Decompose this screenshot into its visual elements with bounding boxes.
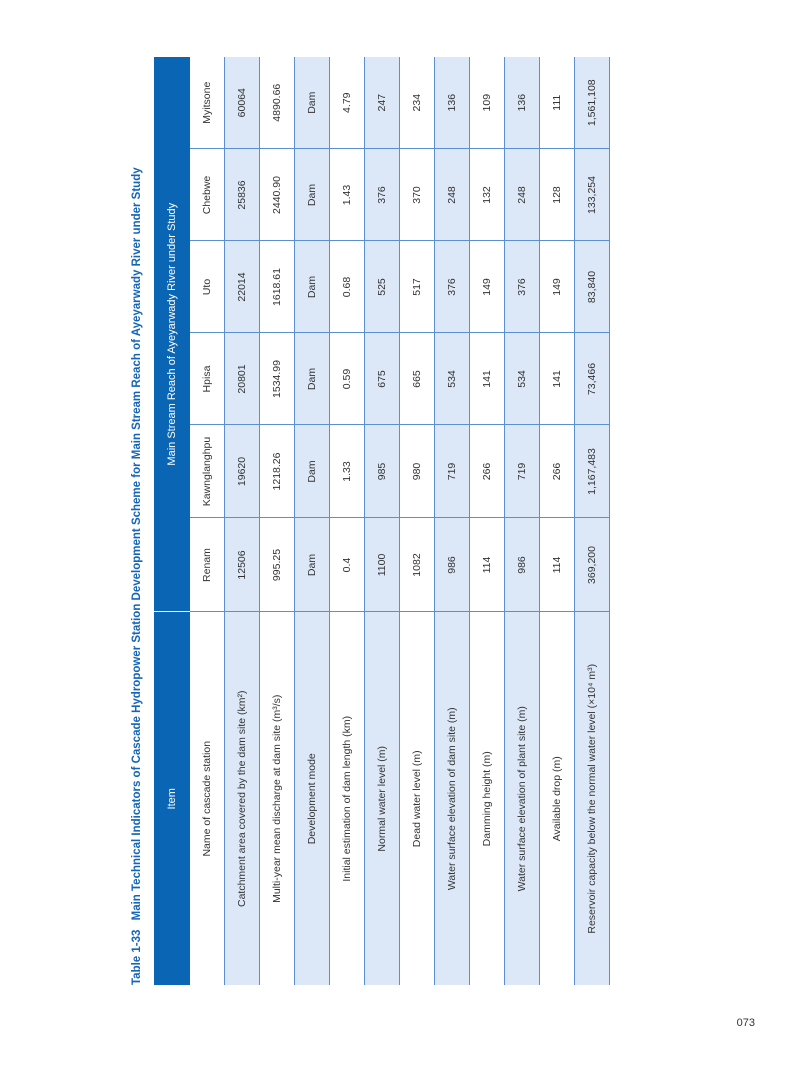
table-row	[470, 57, 505, 985]
table-cell: 534	[435, 333, 470, 425]
table-cell: 73,466	[575, 333, 610, 425]
table-row	[330, 57, 365, 985]
table-cell: 995.25	[260, 518, 295, 612]
table-cell: 83,840	[575, 241, 610, 333]
table-cell: 136	[505, 57, 540, 149]
table-cell: 719	[505, 425, 540, 518]
table-cell: Dam	[295, 149, 330, 241]
table-cell: 369,200	[575, 518, 610, 612]
table-row	[435, 57, 470, 985]
table-cell: 1218.26	[260, 425, 295, 518]
table-cell: 986	[505, 518, 540, 612]
table-cell: 675	[365, 333, 400, 425]
row-label: Catchment area covered by the dam site (km²)	[225, 612, 260, 985]
table-cell: 525	[365, 241, 400, 333]
table-row	[540, 57, 575, 985]
table-cell: Renam	[190, 518, 225, 612]
row-label: Initial estimation of dam length (km)	[330, 612, 365, 985]
table-cell: 19620	[225, 425, 260, 518]
table-row	[225, 57, 260, 985]
table-cell: 109	[470, 57, 505, 149]
table-row	[505, 57, 540, 985]
table-cell: 1,167,483	[575, 425, 610, 518]
table-cell: 248	[435, 149, 470, 241]
table-cell: 376	[435, 241, 470, 333]
table-row	[365, 57, 400, 985]
table-cell: 0.4	[330, 518, 365, 612]
group-column-header: Main Stream Reach of Ayeyarwady River under Study	[154, 57, 190, 612]
table-cell: Kawnglanghpu	[190, 425, 225, 518]
row-label: Water surface elevation of plant site (m)	[505, 612, 540, 985]
table-cell: 0.68	[330, 241, 365, 333]
table-row	[400, 57, 435, 985]
table-cell: 1.43	[330, 149, 365, 241]
row-label: Dead water level (m)	[400, 612, 435, 985]
table-cell: 111	[540, 57, 575, 149]
table-cell: 517	[400, 241, 435, 333]
table-cell: 234	[400, 57, 435, 149]
table-cell: 370	[400, 149, 435, 241]
table-cell: 0.59	[330, 333, 365, 425]
table-cell: 132	[470, 149, 505, 241]
table-cell: Hpisa	[190, 333, 225, 425]
rotated-table-block	[130, 79, 598, 985]
row-label: Name of cascade station	[190, 612, 225, 985]
table-cell: 247	[365, 57, 400, 149]
table-cell: 114	[540, 518, 575, 612]
table-cell: 985	[365, 425, 400, 518]
row-label: Reservoir capacity below the normal water level (×10⁴ m³)	[575, 612, 610, 985]
table-cell: Dam	[295, 333, 330, 425]
table-cell: 376	[365, 149, 400, 241]
table-cell: Uto	[190, 241, 225, 333]
table-cell: 1100	[365, 518, 400, 612]
table-cell: Dam	[295, 57, 330, 149]
table-row	[295, 57, 330, 985]
table-cell: 4.79	[330, 57, 365, 149]
row-label: Normal water level (m)	[365, 612, 400, 985]
table-cell: 1.33	[330, 425, 365, 518]
page-number: 073	[736, 1017, 755, 1029]
row-label: Water surface elevation of dam site (m)	[435, 612, 470, 985]
table-cell: Myitsone	[190, 57, 225, 149]
table-cell: 665	[400, 333, 435, 425]
row-label: Multi-year mean discharge at dam site (m³/s)	[260, 612, 295, 985]
table-cell: 534	[505, 333, 540, 425]
table-body	[190, 57, 610, 985]
table-cell: 266	[540, 425, 575, 518]
row-label: Damming height (m)	[470, 612, 505, 985]
table-row	[575, 57, 610, 985]
table-cell: 1534.99	[260, 333, 295, 425]
table-cell: 248	[505, 149, 540, 241]
table-row-station-names	[190, 57, 225, 985]
table-cell: 1,561,108	[575, 57, 610, 149]
table-caption	[130, 135, 152, 985]
table-cell: 22014	[225, 241, 260, 333]
table-cell: 149	[540, 241, 575, 333]
table-title: Main Technical Indicators of Cascade Hydropower Station Development Scheme for Main Stream Reach of Ayeyarwady River under Study	[131, 167, 143, 921]
table-cell: 980	[400, 425, 435, 518]
table-cell: 376	[505, 241, 540, 333]
table-cell: 128	[540, 149, 575, 241]
table-cell: 266	[470, 425, 505, 518]
item-column-header: Item	[154, 612, 190, 985]
table-cell: Chebwe	[190, 149, 225, 241]
table-cell: 141	[470, 333, 505, 425]
table-cell: Dam	[295, 425, 330, 518]
table-cell: 149	[470, 241, 505, 333]
indicators-table	[154, 57, 610, 985]
table-cell: 4890.66	[260, 57, 295, 149]
table-cell: 25836	[225, 149, 260, 241]
table-cell: 133,254	[575, 149, 610, 241]
table-row	[260, 57, 295, 985]
table-cell: 1082	[400, 518, 435, 612]
table-cell: 719	[435, 425, 470, 518]
table-cell: 114	[470, 518, 505, 612]
table-cell: 2440.90	[260, 149, 295, 241]
table-cell: Dam	[295, 241, 330, 333]
table-cell: 136	[435, 57, 470, 149]
table-cell: 20801	[225, 333, 260, 425]
table-cell: 12506	[225, 518, 260, 612]
table-cell: 60064	[225, 57, 260, 149]
table-cell: 1618.61	[260, 241, 295, 333]
row-label: Development mode	[295, 612, 330, 985]
table-cell: 986	[435, 518, 470, 612]
table-cell: Dam	[295, 518, 330, 612]
table-number: Table 1-33	[131, 929, 143, 985]
row-label: Available drop (m)	[540, 612, 575, 985]
table-cell: 141	[540, 333, 575, 425]
